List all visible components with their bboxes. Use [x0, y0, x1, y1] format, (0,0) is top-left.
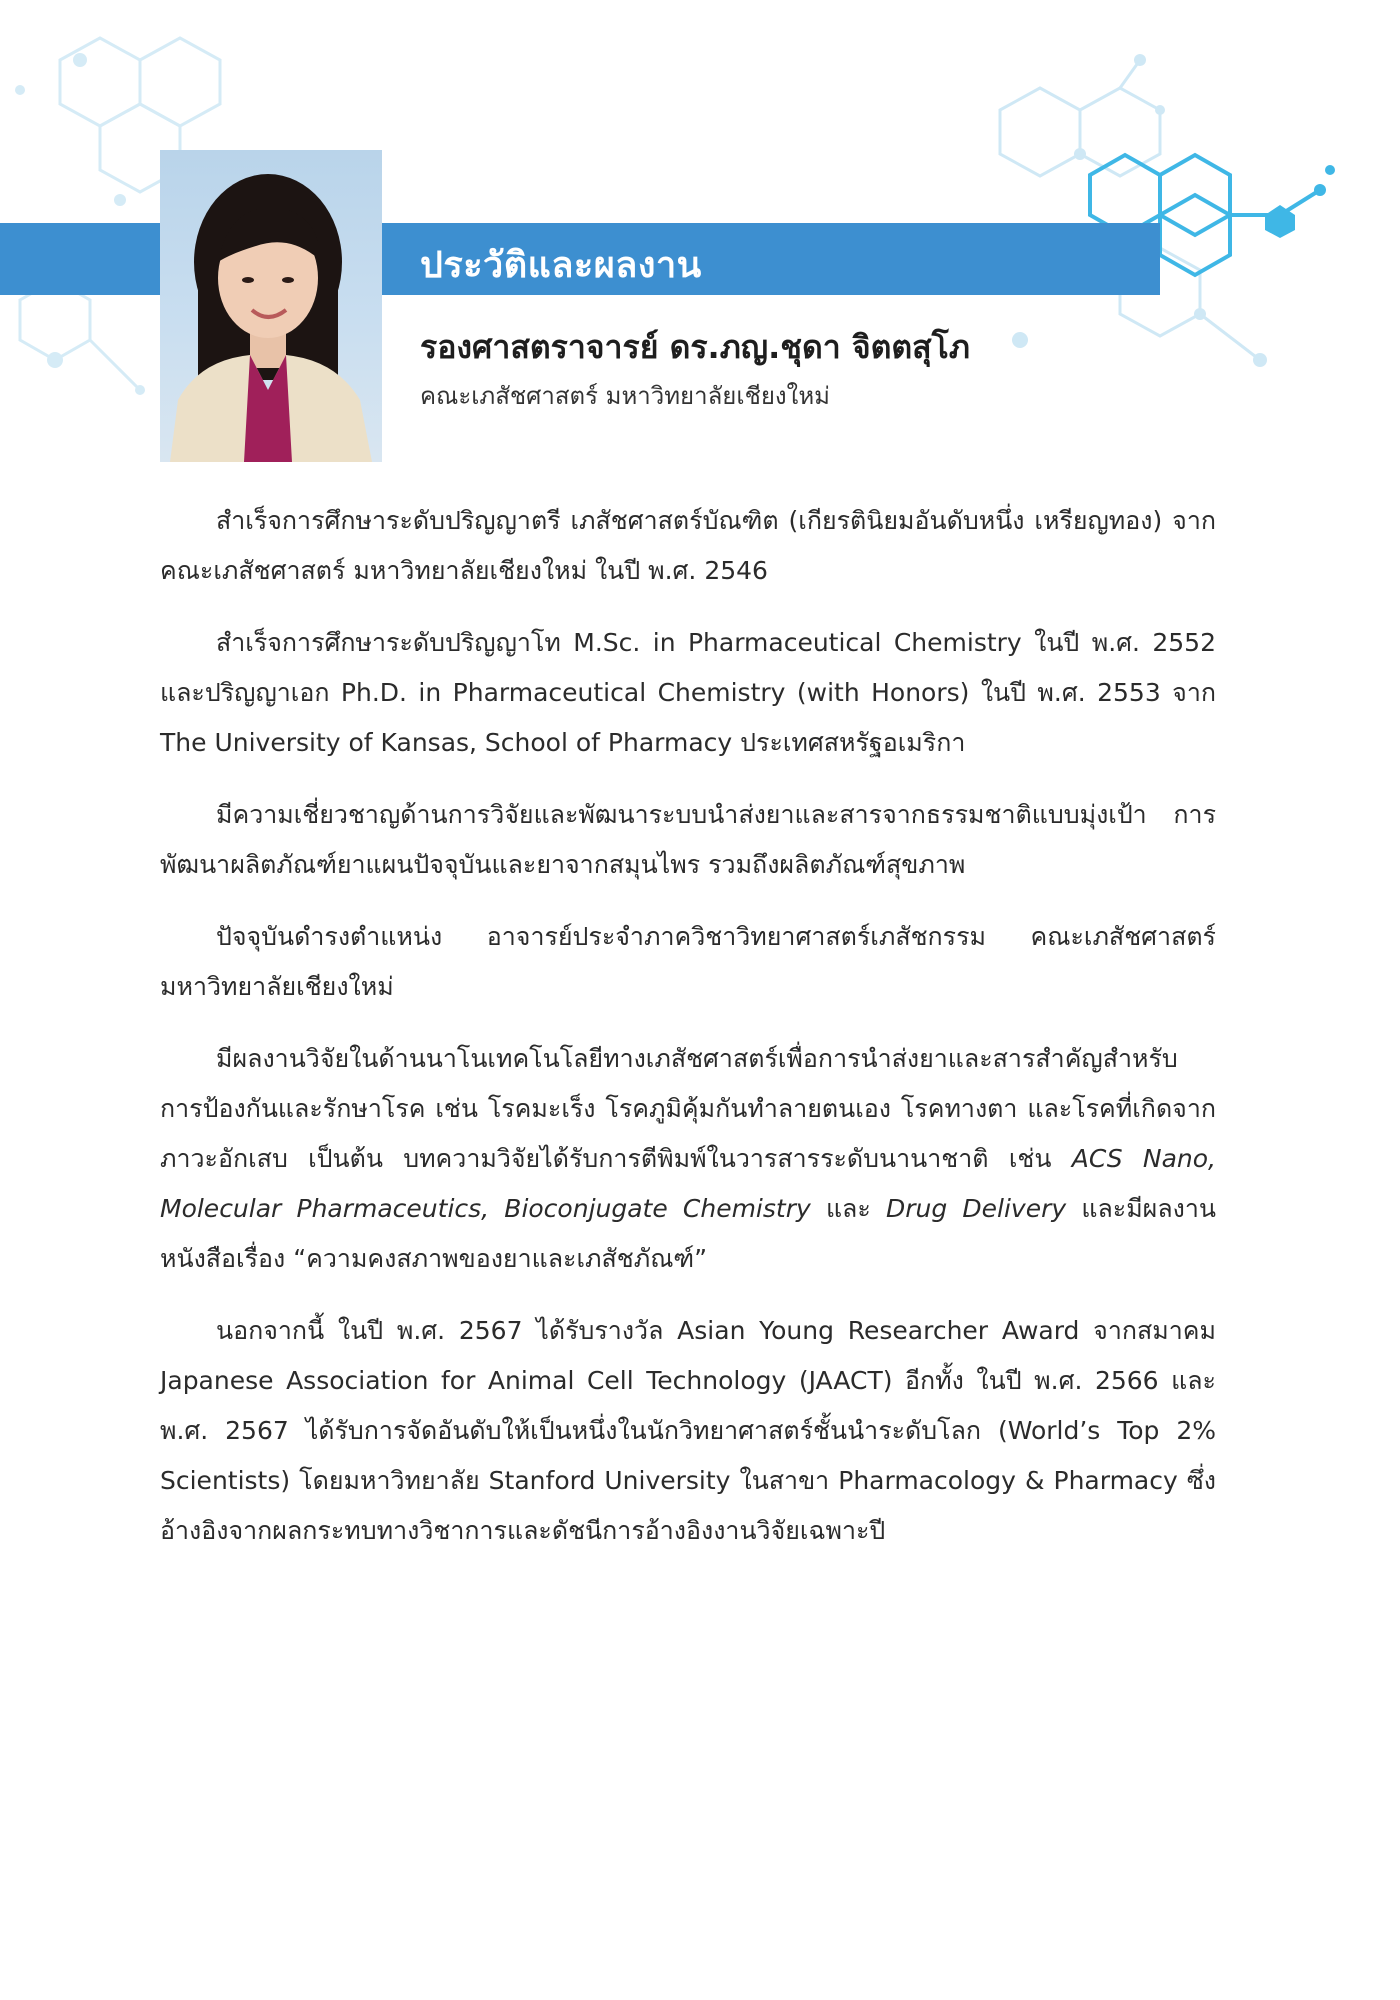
paragraph-awards: นอกจากนี้ ในปี พ.ศ. 2567 ได้รับรางวัล Asian Young Researcher Award จากสมาคม Japanese Association for Animal Cell Technology (JAACT) อีกทั้ง ในปี พ.ศ. 2566 และ พ.ศ. 2567 ได้รับการจัดอันดับให้เป็นหนึ่งในนักวิทยาศาสตร์ชั้นนำระดับโลก (World’s Top 2% Scientists) โดยมหาวิทยาลัย Stanford University ในสาขา Pharmacology & Pharmacy ซึ่งอ้างอิงจากผลกระทบทางวิชาการและดัชนีการอ้างอิงงานวิจัยเฉพาะปี	[160, 1316, 1216, 1545]
section-title: ประวัติและผลงาน	[420, 245, 702, 286]
paragraph-position: ปัจจุบันดำรงตำแหน่ง อาจารย์ประจำภาควิชาวิทยาศาสตร์เภสัชกรรม คณะเภสัชศาสตร์ มหาวิทยาลัยเชียงใหม่	[160, 922, 1216, 1001]
person-name: รองศาสตราจารย์ ดร.ภญ.ชุดา จิตตสุโภ	[420, 328, 970, 366]
paragraph-research	[160, 1034, 1216, 1284]
research-text-and: และ	[810, 1194, 886, 1223]
research-text-part1: มีผลงานวิจัยในด้านนาโนเทคโนโลยีทางเภสัชศาสตร์เพื่อการนำส่งยาและสารสำคัญสำหรับการป้องกันและรักษาโรค เช่น โรคมะเร็ง โรคภูมิคุ้มกันทำลายตนเอง โรคทางตา และโรคที่เกิดจากภาวะอักเสบ เป็นต้น บทความวิจัยได้รับการตีพิมพ์ในวารสารระดับนานาชาติ เช่น	[160, 1044, 1216, 1173]
journal-list: ACS Nano, Molecular Pharmaceutics, Bioconjugate Chemistry	[160, 1144, 1217, 1223]
affiliation: คณะเภสัชศาสตร์ มหาวิทยาลัยเชียงใหม่	[420, 382, 830, 410]
paragraph-education-bachelor: สำเร็จการศึกษาระดับปริญญาตรี เภสัชศาสตร์บัณฑิต (เกียรตินิยมอันดับหนึ่ง เหรียญทอง) จาก คณะเภสัชศาสตร์ มหาวิทยาลัยเชียงใหม่ ในปี พ.ศ. 2546	[160, 506, 1216, 585]
paragraph-expertise: มีความเชี่ยวชาญด้านการวิจัยและพัฒนาระบบนำส่งยาและสารจากธรรมชาติแบบมุ่งเป้า การพัฒนาผลิตภัณฑ์ยาแผนปัจจุบันและยาจากสมุนไพร รวมถึงผลิตภัณฑ์สุขภาพ	[160, 800, 1216, 879]
portrait-photo	[160, 150, 382, 462]
biography-body	[160, 496, 1216, 1578]
research-text-part2: และมีผลงานหนังสือเรื่อง “ความคงสภาพของยาและเภสัชภัณฑ์”	[160, 1194, 1216, 1273]
journal-drug-delivery: Drug Delivery	[885, 1194, 1067, 1223]
paragraph-education-graduate: สำเร็จการศึกษาระดับปริญญาโท M.Sc. in Pharmaceutical Chemistry ในปี พ.ศ. 2552 และปริญญาเอก Ph.D. in Pharmaceutical Chemistry (with Honors) ในปี พ.ศ. 2553 จาก The University of Kansas, School of Pharmacy ประเทศสหรัฐอเมริกา	[160, 628, 1216, 757]
portrait-icon	[160, 150, 382, 462]
